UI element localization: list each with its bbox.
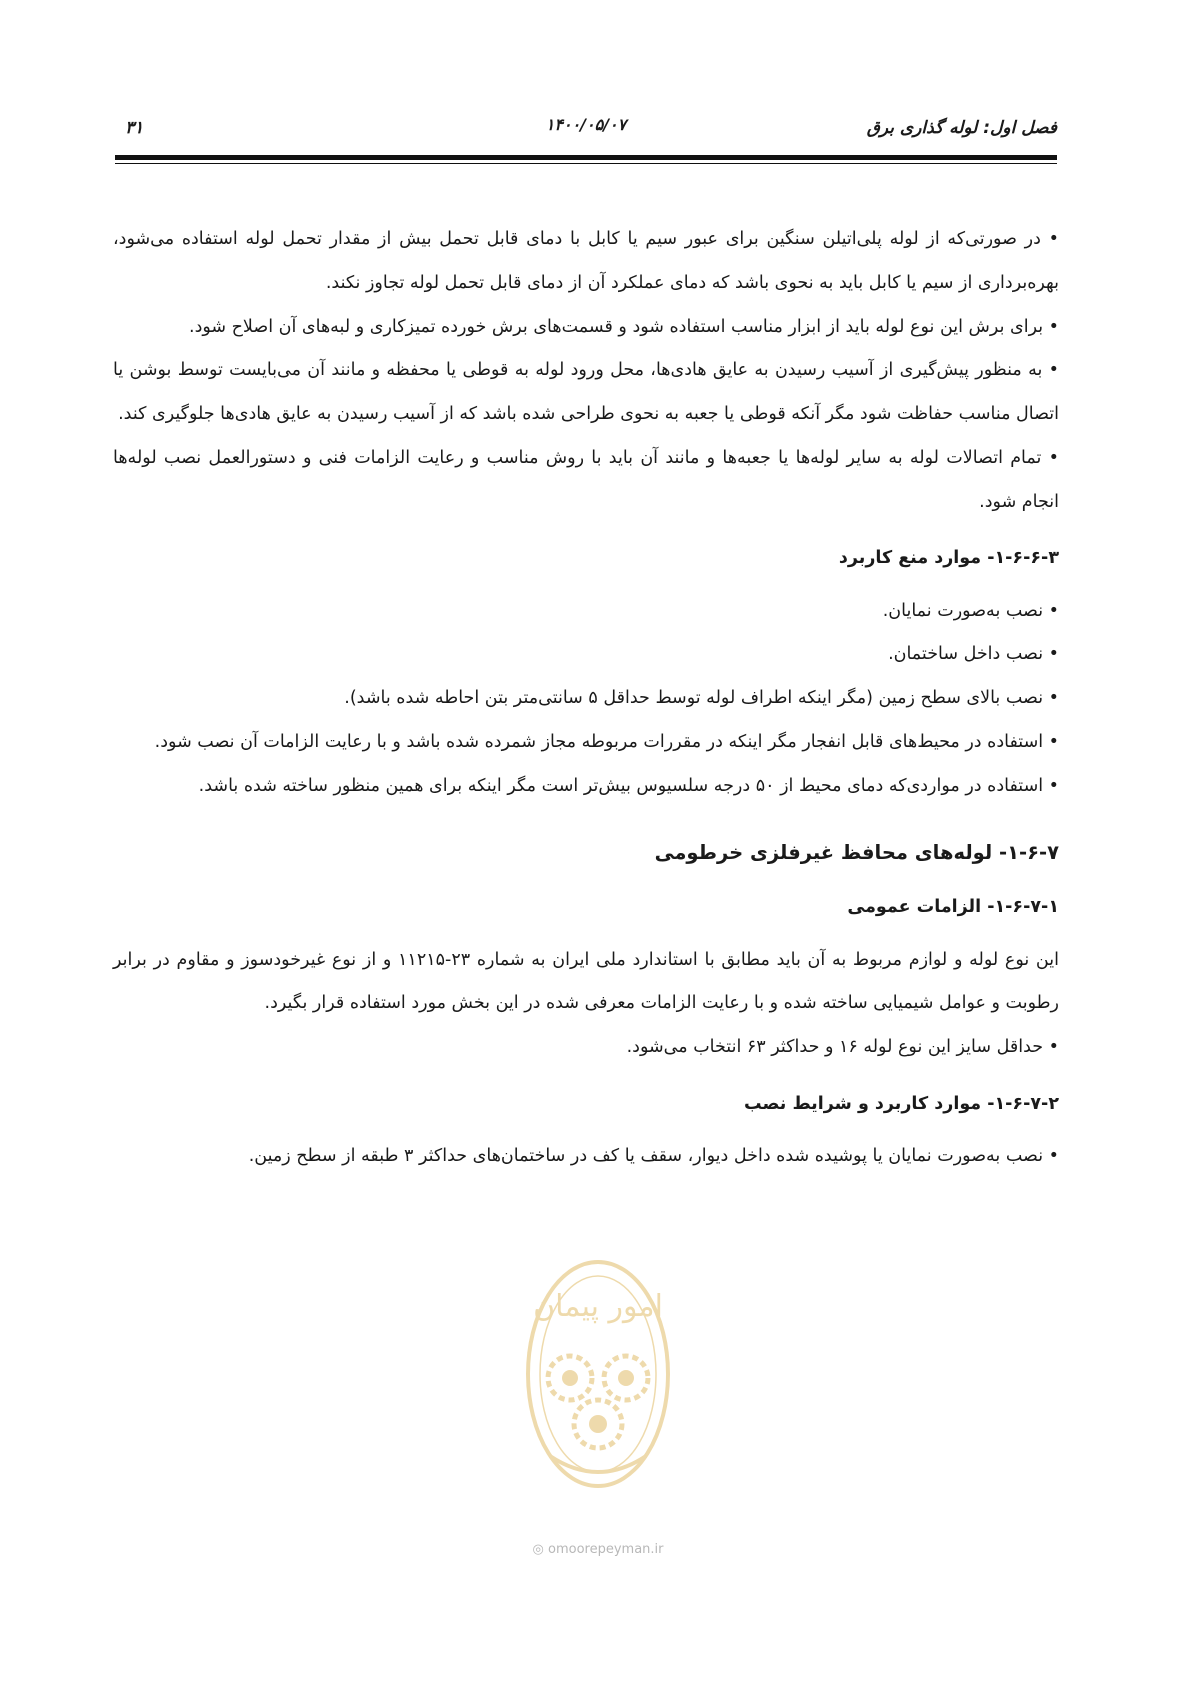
header-date: ۱۴۰۰/۰۵/۰۷ [545, 115, 627, 134]
bullet-indoor-install: • نصب داخل ساختمان. [113, 633, 1059, 677]
watermark-url [496, 1542, 700, 1557]
bullet-insulation-protection: • به منظور پیش‌گیری از آسیب رسیدن به عایق هادی‌ها، محل ورود لوله به قوطی یا محفظه و مانند آن می‌بایست توسط بوشن یا اتصال مناسب حفاظت شود مگر آنکه قوطی یا جعبه به نحوی طراحی شده باشد که از آسیب رسیدن به عایق هادی‌ها جلوگیری کند. [113, 349, 1059, 437]
section-heading-corrugated-conduits: ۱-۶-۷- لوله‌های محافظ غیرفلزی خرطومی [654, 841, 1059, 865]
page-number: ۳۱ [125, 118, 144, 138]
section-heading-general-requirements: ۱-۶-۷-۱- الزامات عمومی [847, 897, 1059, 918]
watermark-logo [498, 1256, 698, 1556]
header-rule-thin [115, 163, 1057, 164]
bullet-ambient-temp: • استفاده در مواردی‌که دمای محیط از ۵۰ درجه سلسیوس بیش‌تر است مگر اینکه برای همین منظور ساخته شده باشد. [113, 765, 1059, 809]
page-content [113, 218, 1059, 1179]
globe-icon: ◎ [532, 1542, 544, 1557]
header-rule-thick [115, 155, 1057, 160]
watermark-logo-text: امور پیمان [533, 1289, 663, 1324]
page-header [115, 115, 1057, 148]
watermark-site: omoorepeyman.ir [548, 1542, 664, 1557]
bullet-exposed-install: • نصب به‌صورت نمایان. [113, 590, 1059, 634]
section-heading-prohibited-uses: ۱-۶-۶-۳- موارد منع کاربرد [838, 548, 1059, 569]
bullet-heat-tolerance: • در صورتی‌که از لوله پلی‌اتیلن سنگین برای عبور سیم یا کابل با دمای قابل تحمل بیش از مقدار تحمل لوله استفاده می‌شود، بهره‌برداری از سیم یا کابل باید به نحوی باشد که دمای عملکرد آن از دمای قابل تحمل لوله تجاوز نکند. [113, 218, 1059, 306]
section-heading-usage-conditions: ۱-۶-۷-۲- موارد کاربرد و شرایط نصب [744, 1093, 1059, 1114]
bullet-cutting: • برای برش این نوع لوله باید از ابزار مناسب استفاده شود و قسمت‌های برش خورده تمیزکاری و لبه‌های آن اصلاح شود. [113, 306, 1059, 350]
bullet-exposed-or-concealed: • نصب به‌صورت نمایان یا پوشیده شده داخل دیوار، سقف یا کف در ساختمان‌های حداکثر ۳ طبقه از سطح زمین. [113, 1135, 1059, 1179]
bullet-above-ground: • نصب بالای سطح زمین (مگر اینکه اطراف لوله توسط حداقل ۵ سانتی‌متر بتن احاطه شده باشد). [113, 677, 1059, 721]
bullet-size-range: • حداقل سایز این نوع لوله ۱۶ و حداکثر ۶۳ انتخاب می‌شود. [113, 1026, 1059, 1070]
bullet-connections: • تمام اتصالات لوله به سایر لوله‌ها یا جعبه‌ها و مانند آن باید با روش مناسب و رعایت الزامات فنی و دستورالعمل نصب لوله‌ها انجام شود. [113, 437, 1059, 525]
chapter-title: فصل اول: لوله گذاری برق [866, 118, 1057, 138]
paragraph-standard: این نوع لوله و لوازم مربوط به آن باید مطابق با استاندارد ملی ایران به شماره ۲۳-۱۱۲۱۵ و از نوع غیرخودسوز و مقاوم در برابر رطوبت و عوامل شیمیایی ساخته شده و با رعایت الزامات معرفی شده در این بخش مورد استفاده قرار بگیرد. [113, 949, 1059, 1014]
bullet-explosive-env: • استفاده در محیط‌های قابل انفجار مگر اینکه در مقررات مربوطه مجاز شمرده شده باشد و با رعایت الزامات آن نصب شود. [113, 721, 1059, 765]
